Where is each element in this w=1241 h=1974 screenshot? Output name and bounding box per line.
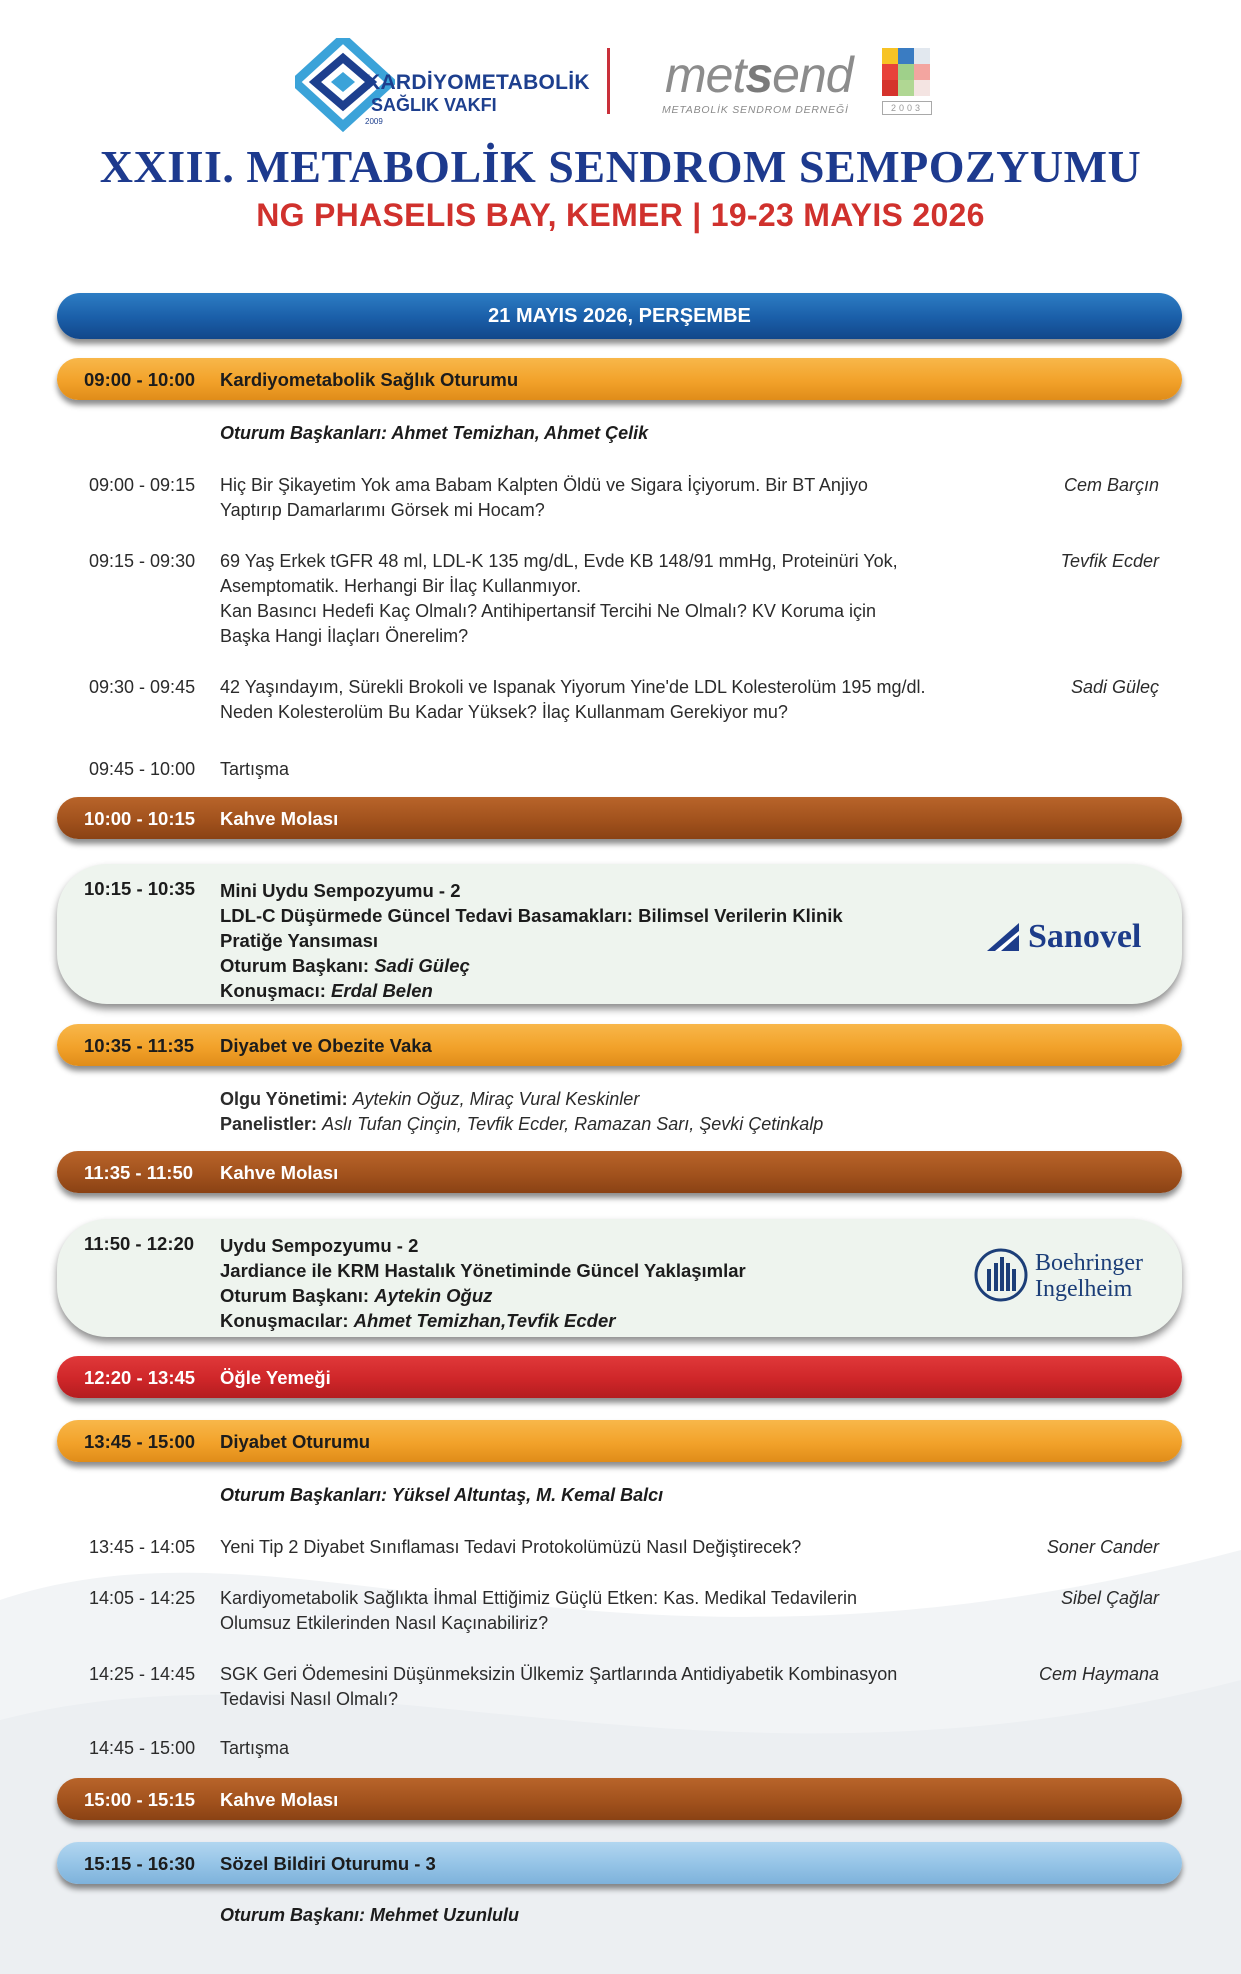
talk-title: SGK Geri Ödemesini Düşünmeksizin Ülkemiz Şartlarında Antidiyabetik Kombinasyon Tedavisi Nasıl Olmalı? xyxy=(220,1664,898,1709)
kmsv-logo xyxy=(295,38,590,133)
metsend-wordmark: metsend xyxy=(665,47,853,103)
talk-title: Tartışma xyxy=(220,1738,290,1758)
boehringer-mark-icon xyxy=(973,1247,1029,1303)
session-bar xyxy=(57,1842,1182,1884)
talk-time: 09:30 - 09:45 xyxy=(89,677,196,697)
session-bar xyxy=(57,1024,1182,1066)
day-bar xyxy=(57,293,1182,339)
session-name: Diyabet Oturumu xyxy=(220,1431,371,1452)
session-time: 09:00 - 10:00 xyxy=(84,369,196,390)
break-bar xyxy=(57,1778,1182,1820)
page-subtitle: NG PHASELIS BAY, KEMER | 19-23 MAYIS 2026 xyxy=(256,197,985,233)
break-name: Kahve Molası xyxy=(220,808,339,829)
talk-speaker: Soner Cander xyxy=(1046,1537,1159,1557)
session-time: 15:15 - 16:30 xyxy=(84,1853,196,1874)
talk-title: Hiç Bir Şikayetim Yok ama Babam Kalpten Öldü ve Sigara İçiyorum. Bir BT Anjiyo Yaptırıp Damarlarımı Görsek mi Hocam? xyxy=(220,475,868,520)
boehringer-text: Boehringer Ingelheim xyxy=(1035,1250,1143,1302)
session-chairs: Oturum Başkanları: Yüksel Altuntaş, M. Kemal Balcı xyxy=(220,1485,664,1505)
break-name: Kahve Molası xyxy=(220,1162,339,1183)
talk-title: Yeni Tip 2 Diyabet Sınıflaması Tedavi Protokolümüzü Nasıl Değiştirecek? xyxy=(220,1537,802,1557)
symposium-content: Mini Uydu Sempozyumu - 2 LDL-C Düşürmede Güncel Tedavi Basamakları: Bilimsel Verilerin Klinik Pratiğe Yansıması Oturum Başkanı: Sadi Güleç Konuşmacı: Erdal Belen xyxy=(220,880,843,1001)
lunch-name: Öğle Yemeği xyxy=(220,1367,331,1388)
session-name: Kardiyometabolik Sağlık Oturumu xyxy=(220,369,519,390)
lunch-bar xyxy=(57,1356,1182,1398)
kmsv-year: 2009 xyxy=(365,117,383,126)
day-label: 21 MAYIS 2026, PERŞEMBE xyxy=(488,305,751,327)
talk-speaker: Sibel Çağlar xyxy=(1060,1588,1159,1608)
talk-title: Kardiyometabolik Sağlıkta İhmal Ettiğimiz Güçlü Etken: Kas. Medikal Tedavilerin Olumsuz Etkilerinden Nasıl Kaçınabiliriz? xyxy=(220,1588,857,1633)
header xyxy=(0,0,1241,250)
talk-title: 69 Yaş Erkek tGFR 48 ml, LDL-K 135 mg/dL, Evde KB 148/91 mmHg, Proteinüri Yok, Asemptomatik. Herhangi Bir İlaç Kullanmıyor. Kan Basıncı Hedefi Kaç Olmalı? Antihipertansif Tercihi Ne Olmalı? KV Koruma için Başka Hangi İlaçları Önerelim? xyxy=(220,551,898,646)
symposium-time: 11:50 - 12:20 xyxy=(84,1233,195,1254)
talk-time: 14:05 - 14:25 xyxy=(89,1588,196,1608)
symposium-time: 10:15 - 10:35 xyxy=(84,878,196,899)
symposium-content: Uydu Sempozyumu - 2 Jardiance ile KRM Hastalık Yönetiminde Güncel Yaklaşımlar Oturum Başkanı: Aytekin Oğuz Konuşmacılar: Ahmet Temizhan,Tevfik Ecder xyxy=(220,1235,746,1331)
session-name: Sözel Bildiri Oturumu - 3 xyxy=(220,1853,436,1874)
header-divider xyxy=(607,48,610,114)
kmsv-logo-text xyxy=(365,71,590,115)
talk-time: 09:15 - 09:30 xyxy=(89,551,196,571)
session-bar xyxy=(57,358,1182,400)
panelists: Panelistler: Aslı Tufan Çinçin, Tevfik Ecder, Ramazan Sarı, Şevki Çetinkalp xyxy=(220,1114,824,1134)
session-bar xyxy=(57,1420,1182,1462)
break-time: 11:35 - 11:50 xyxy=(84,1162,194,1183)
talk-speaker: Tevfik Ecder xyxy=(1060,551,1159,571)
metsend-logo xyxy=(660,46,950,126)
talk-title: Tartışma xyxy=(220,759,290,779)
talk-speaker: Cem Haymana xyxy=(1038,1664,1159,1684)
boehringer-logo xyxy=(973,1247,1153,1307)
session-time: 10:35 - 11:35 xyxy=(84,1035,195,1056)
metsend-subtitle: METABOLİK SENDROM DERNEĞİ xyxy=(662,104,849,116)
session-chairs: Oturum Başkanı: Mehmet Uzunlulu xyxy=(220,1905,520,1925)
metsend-squares-icon xyxy=(882,48,932,98)
talk-time: 13:45 - 14:05 xyxy=(89,1537,196,1557)
talk-time: 14:45 - 15:00 xyxy=(89,1738,196,1758)
sanovel-logo: Sanovel xyxy=(1028,918,1142,955)
talk-speaker: Cem Barçın xyxy=(1063,475,1159,495)
session-name: Diyabet ve Obezite Vaka xyxy=(220,1035,432,1056)
talk-speaker: Sadi Güleç xyxy=(1070,677,1159,697)
page-title: XXIII. METABOLİK SENDROM SEMPOZYUMU xyxy=(99,141,1142,192)
break-bar xyxy=(57,797,1182,839)
break-time: 15:00 - 15:15 xyxy=(84,1789,196,1810)
talk-time: 09:00 - 09:15 xyxy=(89,475,196,495)
session-time: 13:45 - 15:00 xyxy=(84,1431,196,1452)
talk-time: 09:45 - 10:00 xyxy=(89,759,196,779)
metsend-year: 2003 xyxy=(882,101,932,115)
break-bar xyxy=(57,1151,1182,1193)
lunch-time: 12:20 - 13:45 xyxy=(84,1367,196,1388)
kmsv-name-line2: SAĞLIK VAKFI xyxy=(371,95,497,115)
talk-time: 14:25 - 14:45 xyxy=(89,1664,196,1684)
talk-title: 42 Yaşındayım, Sürekli Brokoli ve Ispanak Yiyorum Yine'de LDL Kolesterolüm 195 mg/dl. Neden Kolesterolüm Bu Kadar Yüksek? İlaç Kullanmam Gerekiyor mu? xyxy=(220,677,926,722)
session-chairs: Oturum Başkanları: Ahmet Temizhan, Ahmet Çelik xyxy=(220,423,649,443)
sanovel-logo-icon xyxy=(987,921,1027,951)
break-name: Kahve Molası xyxy=(220,1789,339,1810)
case-management: Olgu Yönetimi: Aytekin Oğuz, Miraç Vural Keskinler xyxy=(220,1089,640,1109)
kmsv-name-line1: KARDİYOMETABOLİK xyxy=(365,71,590,94)
break-time: 10:00 - 10:15 xyxy=(84,808,196,829)
